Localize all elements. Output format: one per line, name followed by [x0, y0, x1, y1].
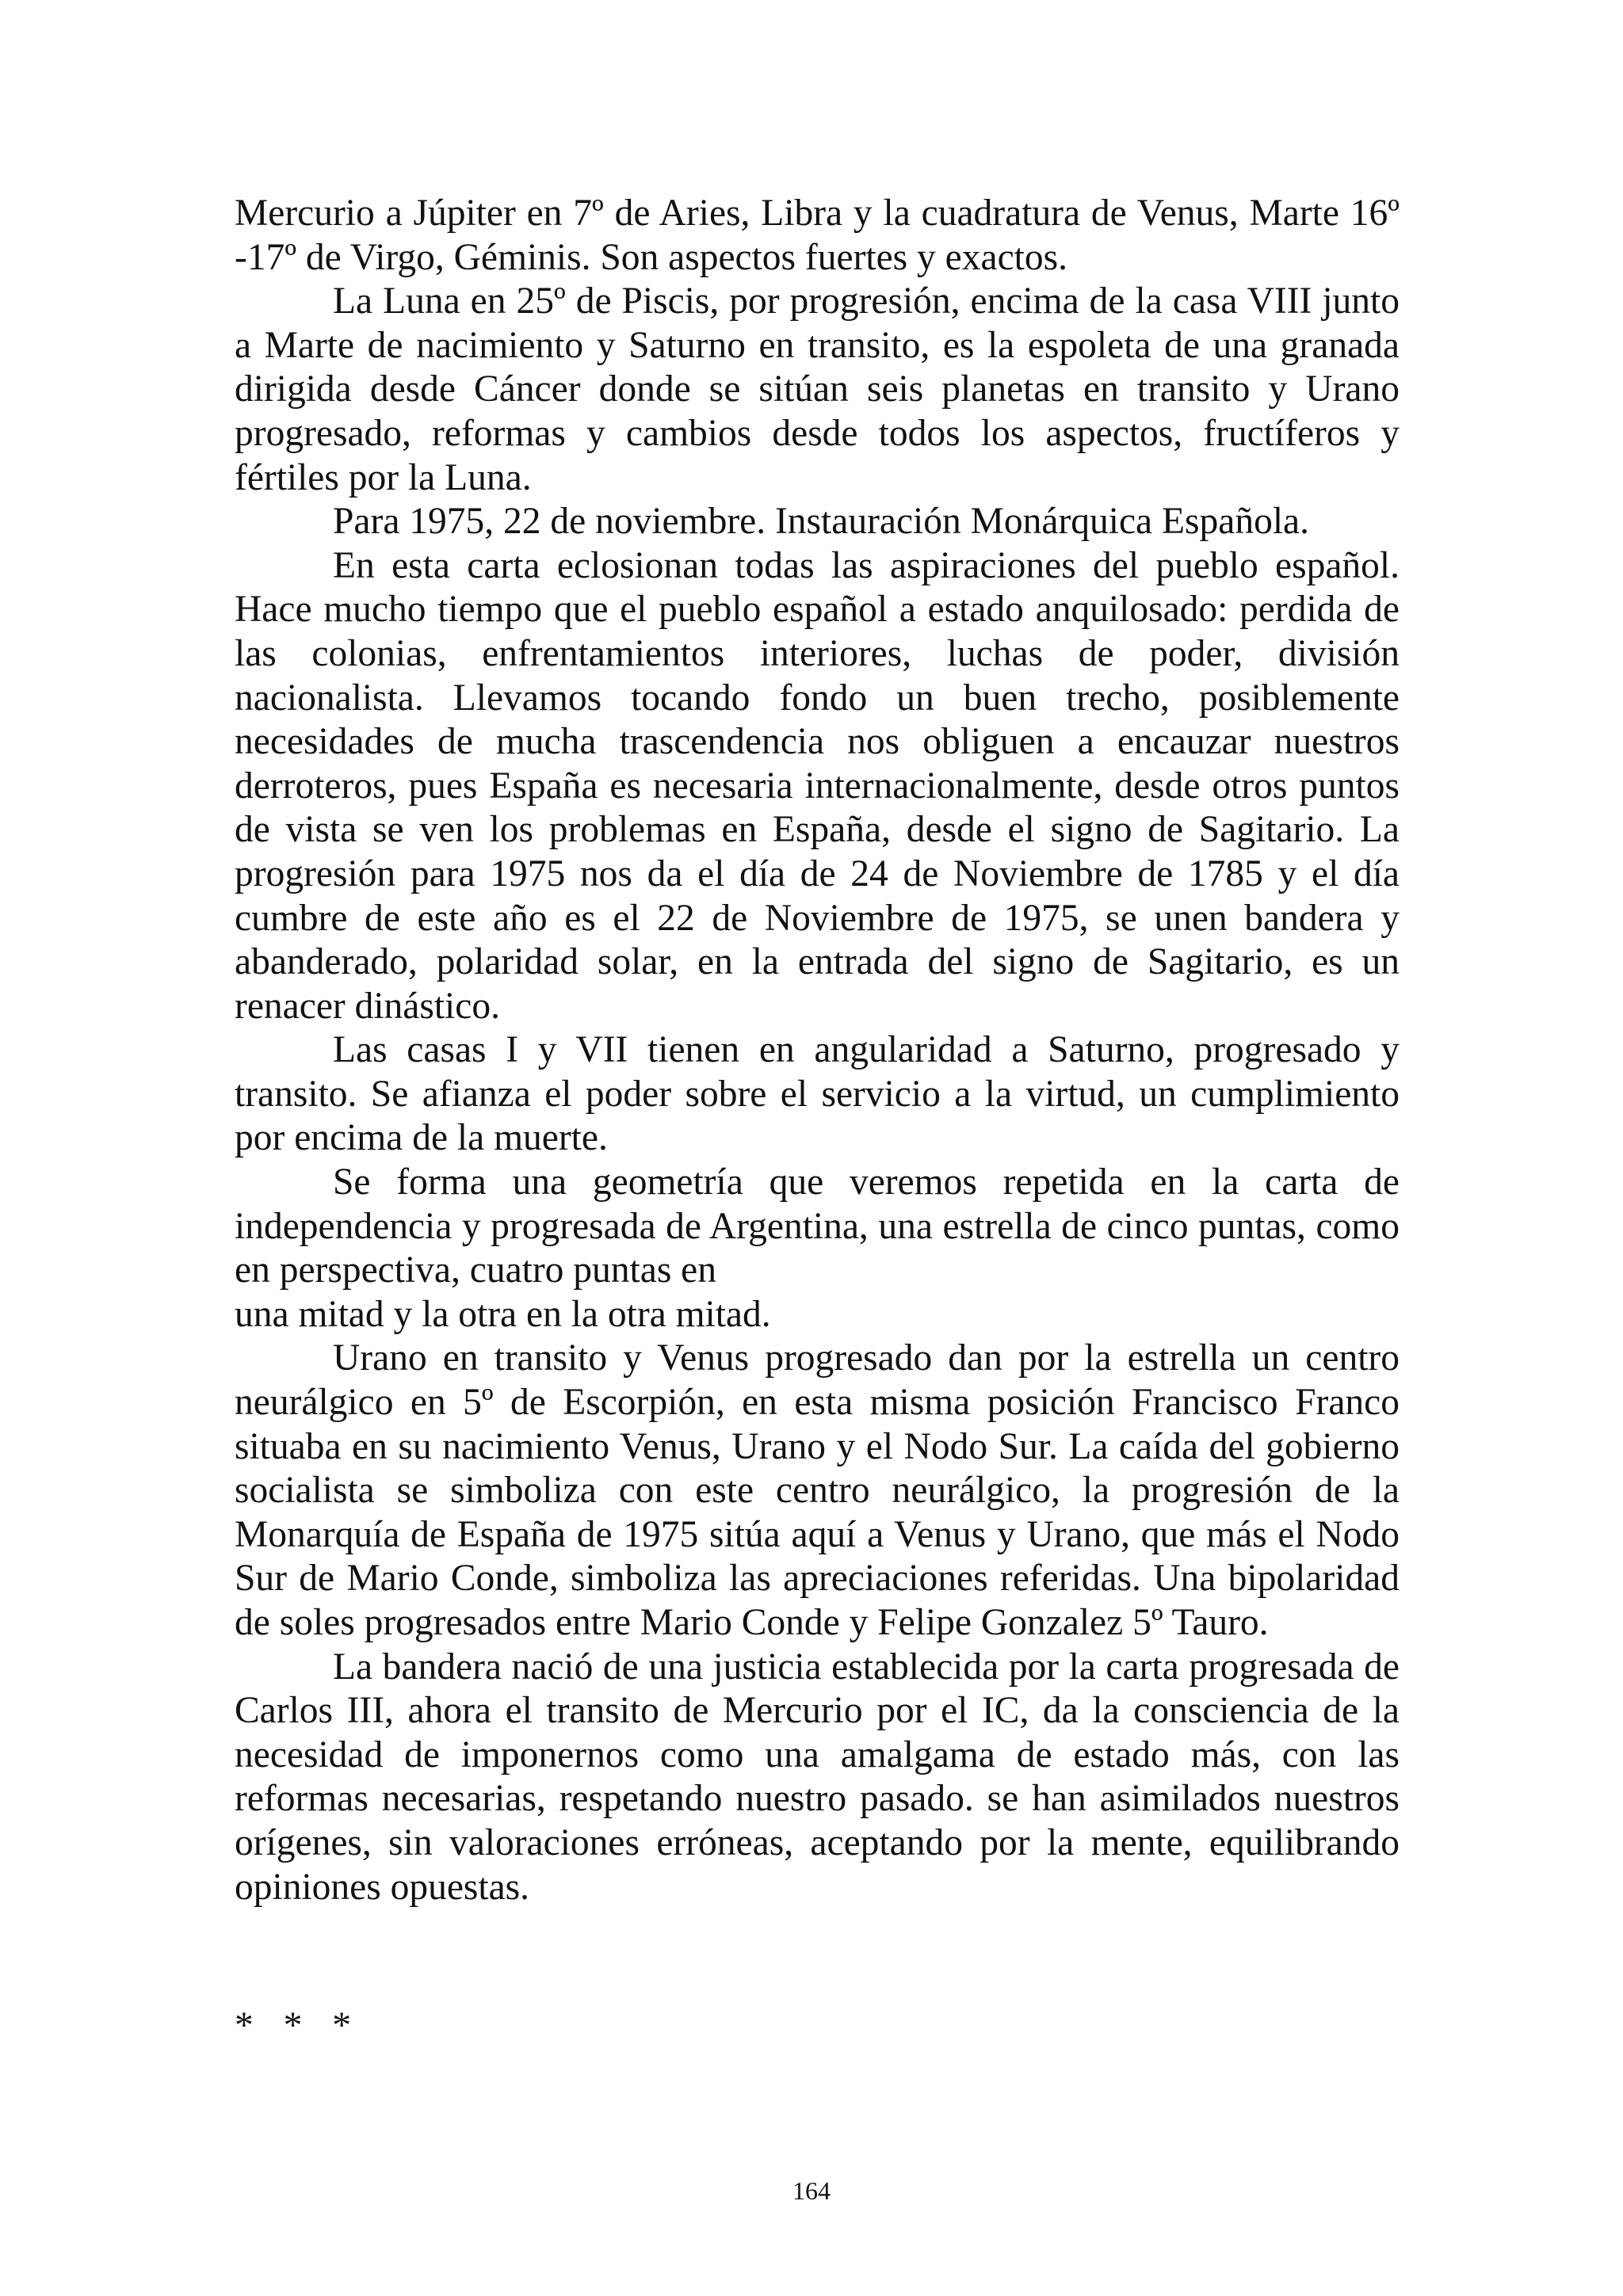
- paragraph-7: una mitad y la otra en la otra mitad.: [235, 1293, 771, 1335]
- section-separator: * * *: [235, 2005, 356, 2046]
- page-number: 164: [792, 2176, 831, 2205]
- paragraph-5: Las casas I y VII tienen en angularidad a Saturno, progresado y transito. Se afianza el poder sobre el servicio a la virtud, un cumplimiento por encima de la muerte.: [235, 1029, 1400, 1159]
- paragraph-2: La Luna en 25º de Piscis, por progresión, encima de la casa VIII junto a Marte de nacimiento y Saturno en transito, es la espoleta de una granada dirigida desde Cáncer donde se sitúan seis planetas en transito y Urano progresado, reformas y cambios desde todos los aspectos, fructíferos y fértiles por la Luna.: [235, 280, 1400, 498]
- paragraph-1: Mercurio a Júpiter en 7º de Aries, Libra y la cuadratura de Venus, Marte 16º -17º de Virgo, Géminis. Son aspectos fuertes y exactos.: [235, 193, 1400, 278]
- paragraph-3: Para 1975, 22 de noviembre. Instauración Monárquica Española.: [333, 501, 1309, 543]
- paragraph-6: Se forma una geometría que veremos repetida en la carta de independencia y progresada de Argentina, una estrella de cinco puntas, como en perspectiva, cuatro puntas en: [235, 1161, 1400, 1291]
- paragraph-4: En esta carta eclosionan todas las aspiraciones del pueblo español. Hace mucho tiempo que el pueblo español a estado anquilosado: perdida de las colonias, enfrentamientos interiores, luchas de poder, división nacionalista. Llevamos tocando fondo un buen trecho, posiblemente necesidades de mucha trascendencia nos obliguen a encauzar nuestros derroteros, pues España es necesaria internacionalmente, desde otros puntos de vista se ven los problemas en España, desde el signo de Sagitario. La progresión para 1975 nos da el día de 24 de Noviembre de 1785 y el día cumbre de este año es el 22 de Noviembre de 1975, se unen bandera y abanderado, polaridad solar, en la entrada del signo de Sagitario, es un renacer dinástico.: [235, 544, 1400, 1027]
- paragraph-8: Urano en transito y Venus progresado dan por la estrella un centro neurálgico en 5º de Escorpión, en esta misma posición Francisco Franco situaba en su nacimiento Venus, Urano y el Nodo Sur. La caída del gobierno socialista se simboliza con este centro neurálgico, la progresión de la Monarquía de España de 1975 sitúa aquí a Venus y Urano, que más el Nodo Sur de Mario Conde, simboliza las apreciaciones referidas. Una bipolaridad de soles progresados entre Mario Conde y Felipe Gonzalez 5º Tauro.: [235, 1337, 1400, 1643]
- body-text: [235, 192, 1400, 1909]
- paragraph-9: La bandera nació de una justicia establecida por la carta progresada de Carlos III, ahora el transito de Mercurio por el IC, da la consciencia de la necesidad de imponernos como una amalgama de estado más, con las reformas necesarias, respetando nuestro pasado. se han asimilados nuestros orígenes, sin valoraciones erróneas, aceptando por la mente, equilibrando opiniones opuestas.: [235, 1646, 1400, 1908]
